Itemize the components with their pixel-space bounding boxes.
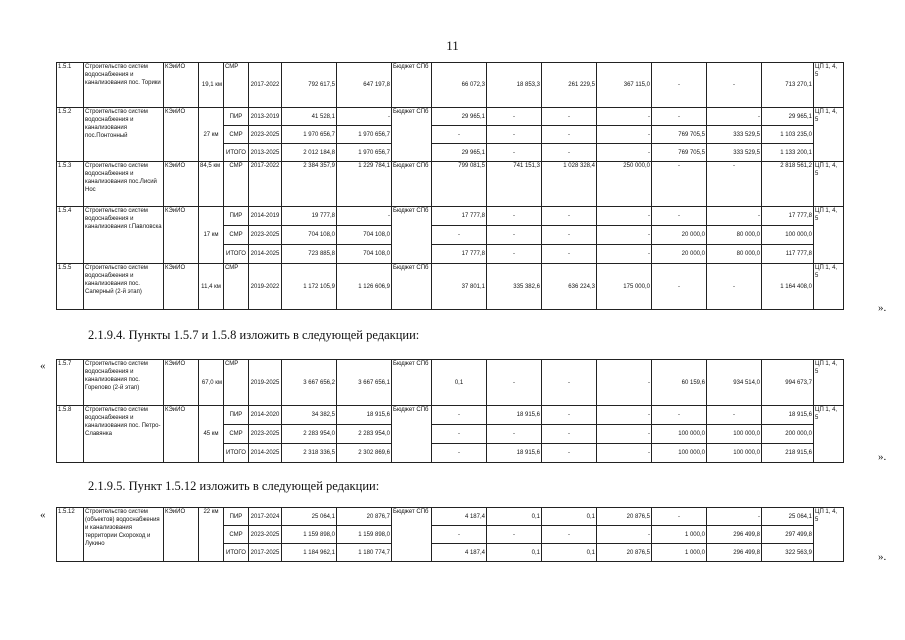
length: 17 км xyxy=(199,207,224,264)
length: 67,0 км xyxy=(199,360,224,406)
years: 2014-2019 xyxy=(249,207,282,226)
cost: 2 283 954,0 xyxy=(282,425,337,444)
year-1: - xyxy=(432,226,487,245)
year-5: - xyxy=(652,63,707,108)
year-3: - xyxy=(542,226,597,245)
year-3: 261 229,5 xyxy=(542,63,597,108)
year-5: - xyxy=(652,264,707,310)
year-5: 1 000,0 xyxy=(652,544,707,562)
item-name: Строительство систем водоснабжения и канализования пос. Торики xyxy=(84,63,164,108)
year-1: 799 081,5 xyxy=(432,162,487,207)
year-6: - xyxy=(707,264,762,310)
remaining: 2 283 954,0 xyxy=(337,425,392,444)
year-1: 37 801,1 xyxy=(432,264,487,310)
years: 2019-2022 xyxy=(249,264,282,310)
item-number: 1.5.5 xyxy=(57,264,84,310)
source: Бюджет СПб xyxy=(392,207,432,264)
year-5: - xyxy=(652,207,707,226)
section-heading: 2.1.9.4. Пункты 1.5.7 и 1.5.8 изложить в следующей редакции: xyxy=(88,328,420,342)
year-5: - xyxy=(652,406,707,425)
source: Бюджет СПб xyxy=(392,360,432,406)
year-2: - xyxy=(487,425,542,444)
year-5: - xyxy=(652,508,707,526)
years: 2014-2025 xyxy=(249,444,282,463)
cost: 2 384 357,9 xyxy=(282,162,337,207)
remaining: 1 970 656,7 xyxy=(337,126,392,144)
year-2: 335 382,6 xyxy=(487,264,542,310)
year-2: 741 151,3 xyxy=(487,162,542,207)
org: КЭиИО xyxy=(164,406,199,463)
remaining: 2 302 869,6 xyxy=(337,444,392,463)
total: 994 673,7 xyxy=(762,360,814,406)
year-4: 367 115,0 xyxy=(597,63,652,108)
total: 2 818 561,2 xyxy=(762,162,814,207)
cost: 19 777,8 xyxy=(282,207,337,226)
year-3: 0,1 xyxy=(542,544,597,562)
stage: СМР xyxy=(224,63,249,108)
stage: СМР xyxy=(224,360,249,406)
remaining: 1 970 656,7 xyxy=(337,144,392,162)
year-6: 333 529,5 xyxy=(707,144,762,162)
years: 2014-2025 xyxy=(249,245,282,264)
stage: СМР xyxy=(224,126,249,144)
stage: ПИР xyxy=(224,108,249,126)
year-6: 100 000,0 xyxy=(707,425,762,444)
year-1: 29 965,1 xyxy=(432,108,487,126)
year-2: - xyxy=(487,360,542,406)
year-2: - xyxy=(487,207,542,226)
year-6: - xyxy=(707,207,762,226)
remaining: 18 915,6 xyxy=(337,406,392,425)
year-5: 100 000,0 xyxy=(652,444,707,463)
year-4: 250 000,0 xyxy=(597,162,652,207)
year-2: 18 915,6 xyxy=(487,406,542,425)
year-6: 80 000,0 xyxy=(707,226,762,245)
item-name: Строительство систем водоснабжения и канализования пос.Понтонный xyxy=(84,108,164,162)
item-name: Строительство систем водоснабжения и канализования пос.Лисий Нос xyxy=(84,162,164,207)
stage: ПИР xyxy=(224,406,249,425)
year-2: - xyxy=(487,226,542,245)
table-row xyxy=(57,360,844,406)
total: 117 777,8 xyxy=(762,245,814,264)
year-6: - xyxy=(707,406,762,425)
goal: ЦП 1, 4, 5 xyxy=(814,108,844,162)
stage: СМР xyxy=(224,162,249,207)
year-4: 20 876,5 xyxy=(597,544,652,562)
remaining: 1 229 784,1 xyxy=(337,162,392,207)
table-row xyxy=(57,108,844,126)
table-row xyxy=(57,406,844,425)
length: 19,1 км xyxy=(199,63,224,108)
item-name: Строительство систем (объектов) водоснабжения и канализования территории Скороход и Лукино xyxy=(84,508,164,562)
total: 1 133 200,1 xyxy=(762,144,814,162)
source: Бюджет СПб xyxy=(392,508,432,562)
year-1: - xyxy=(432,425,487,444)
goal: ЦП 1, 4, 5 xyxy=(814,162,844,207)
remaining: 1 180 774,7 xyxy=(337,544,392,562)
table-section-1-5-a xyxy=(56,62,844,310)
total: 1 103 235,0 xyxy=(762,126,814,144)
org: КЭиИО xyxy=(164,508,199,562)
year-1: 66 072,3 xyxy=(432,63,487,108)
item-name: Строительство систем водоснабжения и канализования пос. Саперный (2-й этап) xyxy=(84,264,164,310)
year-2: 0,1 xyxy=(487,508,542,526)
goal: ЦП 1, 4, 5 xyxy=(814,360,844,406)
year-1: 29 965,1 xyxy=(432,144,487,162)
year-6: 80 000,0 xyxy=(707,245,762,264)
source: Бюджет СПб xyxy=(392,264,432,310)
cost: 41 528,1 xyxy=(282,108,337,126)
year-4: 20 876,5 xyxy=(597,508,652,526)
year-1: 17 777,8 xyxy=(432,207,487,226)
year-4: - xyxy=(597,207,652,226)
year-2: - xyxy=(487,108,542,126)
table-row xyxy=(57,162,844,207)
year-6: - xyxy=(707,63,762,108)
total: 18 915,6 xyxy=(762,406,814,425)
year-1: - xyxy=(432,444,487,463)
item-number: 1.5.4 xyxy=(57,207,84,264)
years: 2023-2025 xyxy=(249,425,282,444)
closing-quote: ». xyxy=(878,451,887,463)
stage: ИТОГО xyxy=(224,444,249,463)
year-1: 17 777,8 xyxy=(432,245,487,264)
year-3: - xyxy=(542,444,597,463)
length: 27 км xyxy=(199,108,224,162)
year-3: - xyxy=(542,526,597,544)
total: 17 777,8 xyxy=(762,207,814,226)
year-3: - xyxy=(542,425,597,444)
total: 25 064,1 xyxy=(762,508,814,526)
year-3: - xyxy=(542,406,597,425)
total: 200 000,0 xyxy=(762,425,814,444)
org: КЭиИО xyxy=(164,360,199,406)
page-number: 11 xyxy=(446,38,459,53)
year-3: - xyxy=(542,144,597,162)
source: Бюджет СПб xyxy=(392,406,432,463)
item-name: Строительство систем водоснабжения и канализования г.Павловска xyxy=(84,207,164,264)
closing-quote: ». xyxy=(878,302,887,314)
stage: ПИР xyxy=(224,207,249,226)
year-3: - xyxy=(542,108,597,126)
cost: 34 382,5 xyxy=(282,406,337,425)
stage: ПИР xyxy=(224,508,249,526)
year-2: - xyxy=(487,526,542,544)
item-number: 1.5.1 xyxy=(57,63,84,108)
total: 218 915,6 xyxy=(762,444,814,463)
org: КЭиИО xyxy=(164,162,199,207)
cost: 704 108,0 xyxy=(282,226,337,245)
cost: 2 318 336,5 xyxy=(282,444,337,463)
length: 11,4 км xyxy=(199,264,224,310)
table-row xyxy=(57,508,844,526)
cost: 792 617,5 xyxy=(282,63,337,108)
year-6: 296 499,8 xyxy=(707,526,762,544)
stage: ИТОГО xyxy=(224,544,249,562)
goal: ЦП 1, 4, 5 xyxy=(814,508,844,562)
year-6: 296 499,8 xyxy=(707,544,762,562)
item-number: 1.5.12 xyxy=(57,508,84,562)
opening-quote: « xyxy=(40,509,46,521)
year-5: 1 000,0 xyxy=(652,526,707,544)
year-4: - xyxy=(597,444,652,463)
years: 2023-2025 xyxy=(249,126,282,144)
year-2: - xyxy=(487,126,542,144)
org: КЭиИО xyxy=(164,207,199,264)
year-1: 4 187,4 xyxy=(432,544,487,562)
stage: ИТОГО xyxy=(224,245,249,264)
total: 297 499,8 xyxy=(762,526,814,544)
source: Бюджет СПб xyxy=(392,108,432,162)
cost: 25 064,1 xyxy=(282,508,337,526)
year-5: - xyxy=(652,162,707,207)
year-6: 934 514,0 xyxy=(707,360,762,406)
total: 322 563,9 xyxy=(762,544,814,562)
year-4: - xyxy=(597,360,652,406)
stage: ИТОГО xyxy=(224,144,249,162)
year-3: 0,1 xyxy=(542,508,597,526)
item-number: 1.5.7 xyxy=(57,360,84,406)
table-row xyxy=(57,207,844,226)
cost: 3 667 656,2 xyxy=(282,360,337,406)
goal: ЦП 1, 4, 5 xyxy=(814,63,844,108)
year-6: 333 529,5 xyxy=(707,126,762,144)
cost: 1 184 962,1 xyxy=(282,544,337,562)
source: Бюджет СПб xyxy=(392,162,432,207)
year-6: - xyxy=(707,108,762,126)
year-4: - xyxy=(597,406,652,425)
stage: СМР xyxy=(224,226,249,245)
years: 2013-2025 xyxy=(249,144,282,162)
year-4: 175 000,0 xyxy=(597,264,652,310)
years: 2017-2024 xyxy=(249,508,282,526)
cost: 1 970 656,7 xyxy=(282,126,337,144)
years: 2023-2025 xyxy=(249,526,282,544)
table-section-1-5-b xyxy=(56,359,844,463)
source: Бюджет СПб xyxy=(392,63,432,108)
year-5: 100 000,0 xyxy=(652,425,707,444)
year-3: - xyxy=(542,126,597,144)
remaining: 1 159 898,0 xyxy=(337,526,392,544)
opening-quote: « xyxy=(40,360,46,372)
year-4: - xyxy=(597,144,652,162)
goal: ЦП 1, 4, 5 xyxy=(814,406,844,463)
org: КЭиИО xyxy=(164,108,199,162)
year-5: - xyxy=(652,108,707,126)
section-heading: 2.1.9.5. Пункт 1.5.12 изложить в следующей редакции: xyxy=(88,479,380,493)
year-3: 636 224,3 xyxy=(542,264,597,310)
year-6: - xyxy=(707,162,762,207)
years: 2023-2025 xyxy=(249,226,282,245)
table-row xyxy=(57,63,844,108)
year-2: 18 853,3 xyxy=(487,63,542,108)
year-1: 4 187,4 xyxy=(432,508,487,526)
year-4: - xyxy=(597,425,652,444)
year-5: 769 705,5 xyxy=(652,144,707,162)
org: КЭиИО xyxy=(164,264,199,310)
year-5: 769 705,5 xyxy=(652,126,707,144)
years: 2014-2020 xyxy=(249,406,282,425)
stage: СМР xyxy=(224,526,249,544)
item-name: Строительство систем водоснабжения и канализования пос. Петро-Славянка xyxy=(84,406,164,463)
org: КЭиИО xyxy=(164,63,199,108)
length: 84,5 км xyxy=(199,162,224,207)
cost: 1 159 898,0 xyxy=(282,526,337,544)
total: 1 164 408,0 xyxy=(762,264,814,310)
table-section-1-5-c xyxy=(56,507,844,562)
table-row xyxy=(57,264,844,310)
remaining: 3 667 656,1 xyxy=(337,360,392,406)
year-5: 20 000,0 xyxy=(652,245,707,264)
year-4: - xyxy=(597,526,652,544)
item-number: 1.5.3 xyxy=(57,162,84,207)
stage: СМР xyxy=(224,425,249,444)
year-5: 20 000,0 xyxy=(652,226,707,245)
year-2: 18 915,6 xyxy=(487,444,542,463)
years: 2017-2022 xyxy=(249,162,282,207)
year-3: - xyxy=(542,360,597,406)
year-3: - xyxy=(542,245,597,264)
year-4: - xyxy=(597,108,652,126)
goal: ЦП 1, 4, 5 xyxy=(814,264,844,310)
years: 2019-2025 xyxy=(249,360,282,406)
remaining: - xyxy=(337,207,392,226)
cost: 1 172 105,9 xyxy=(282,264,337,310)
year-4: - xyxy=(597,126,652,144)
year-4: - xyxy=(597,226,652,245)
year-6: - xyxy=(707,508,762,526)
year-5: 60 159,6 xyxy=(652,360,707,406)
remaining: 1 126 606,9 xyxy=(337,264,392,310)
remaining: 20 876,7 xyxy=(337,508,392,526)
length: 45 км xyxy=(199,406,224,463)
item-number: 1.5.2 xyxy=(57,108,84,162)
year-1: - xyxy=(432,406,487,425)
remaining: 704 108,0 xyxy=(337,226,392,245)
year-3: - xyxy=(542,207,597,226)
closing-quote: ». xyxy=(878,551,887,563)
year-2: - xyxy=(487,245,542,264)
years: 2013-2019 xyxy=(249,108,282,126)
year-2: - xyxy=(487,144,542,162)
years: 2017-2022 xyxy=(249,63,282,108)
total: 713 270,1 xyxy=(762,63,814,108)
remaining: 647 197,8 xyxy=(337,63,392,108)
total: 100 000,0 xyxy=(762,226,814,245)
stage: СМР xyxy=(224,264,249,310)
year-4: - xyxy=(597,245,652,264)
remaining: - xyxy=(337,108,392,126)
year-2: 0,1 xyxy=(487,544,542,562)
item-name: Строительство систем водоснабжения и канализования пос. Горелово (2-й этап) xyxy=(84,360,164,406)
total: 29 965,1 xyxy=(762,108,814,126)
item-number: 1.5.8 xyxy=(57,406,84,463)
cost: 723 885,8 xyxy=(282,245,337,264)
year-3: 1 028 328,4 xyxy=(542,162,597,207)
years: 2017-2025 xyxy=(249,544,282,562)
year-1: - xyxy=(432,526,487,544)
cost: 2 012 184,8 xyxy=(282,144,337,162)
year-1: - xyxy=(432,126,487,144)
length: 22 км xyxy=(199,508,224,562)
remaining: 704 108,0 xyxy=(337,245,392,264)
year-1: 0,1 xyxy=(432,360,487,406)
year-6: 100 000,0 xyxy=(707,444,762,463)
goal: ЦП 1, 4, 5 xyxy=(814,207,844,264)
